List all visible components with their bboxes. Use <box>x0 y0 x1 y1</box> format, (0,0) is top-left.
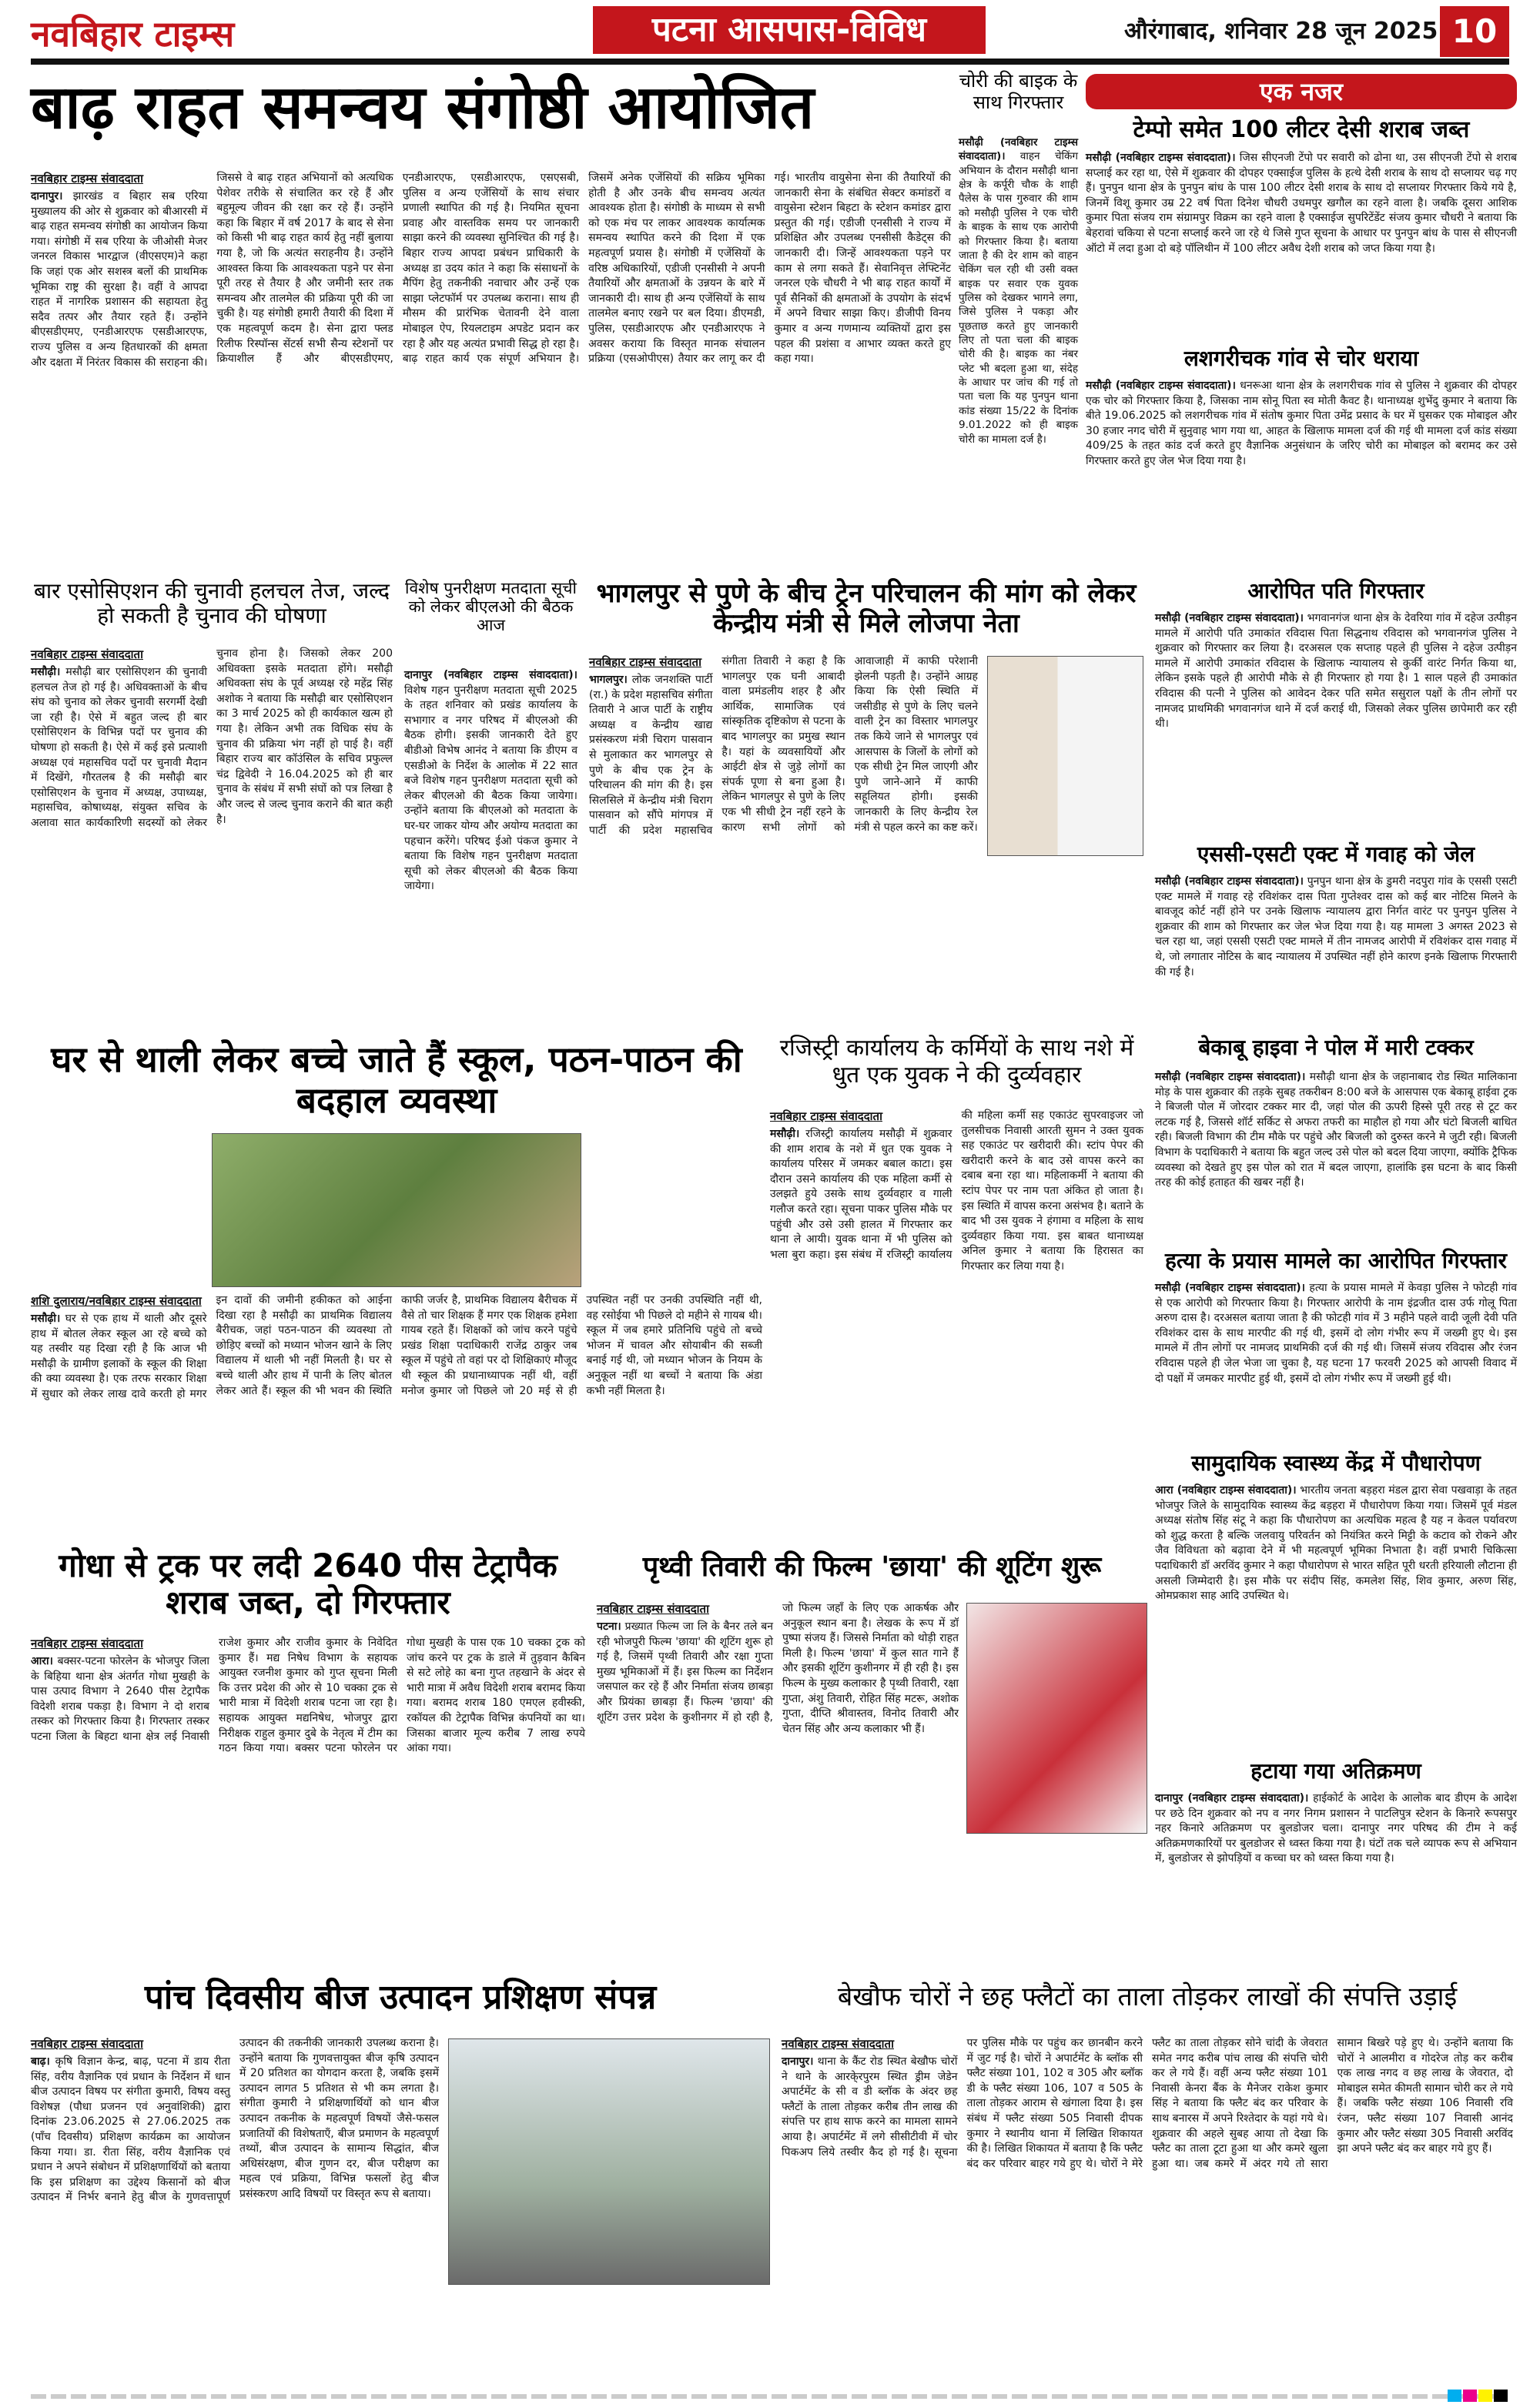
truck-article <box>31 1636 585 1757</box>
article-body: हत्या के प्रयास मामले में केवड़ा पुलिस ने फोटही गांव से एक आरोपी को गिरफ्तार किया है। गिरफ्तार आरोपी के नाम इंद्रजीत दास उर्फ गोलू पिता अरुण दास है। दरअसल बताया जाता है की फोटही गांव में 3 महीने पहले वादी जूली देवी पति रविशंकर दास के साथ मारपीट की गई थी, इसमें दो लोग गंभीर रूप में जख्मी हुए थे। इस मामले में तीन लोगों पर नामजद प्राथमिकी दर्ज की गई थी। जिसमें संजय रविदास और रंजन रविदास पहले ही जेल भेजा जा चुका है, यह घटना 17 फरवरी 2025 को आपसी विवाद में दो पक्षों में जमकर मारपीट हुई थी, इसमें दो लोग गंभीर रूप में जख्मी हुई थी। <box>1155 1282 1518 1385</box>
film-shooting-photo <box>966 1603 1147 1834</box>
atikraman-article <box>1155 1791 1517 1867</box>
article-dateline: दानापुर। <box>31 190 63 202</box>
truck-headline: गोधा से ट्रक पर लदी 2640 पीस टेट्रापैक शराब जब्त, दो गिरफ्तार <box>59 1547 557 1622</box>
article-body: प्रख्यात फिल्म जा लि के बैनर तले बन रही भोजपुरी फिल्म 'छाया' की शूटिंग शुरू हो गई है, जिसमें पृथ्वी तिवारी और रक्षा गुप्ता मुख्य भूमिकाओं में हैं। इस फिल्म का निर्देशन जसपाल कर रहे हैं और निर्माता संजय छाबड़ा और प्रियंका छाबड़ा हैं। फिल्म 'छाया' की शूटिंग उत्तर प्रदेश के कुशीनगर में हो रही है, जो फिल्म जहाँ के लिए एक आकर्षक और अनुकूल स्थान बना है। लेखक के रूप में डॉ पुष्पा संजय हैं। जिससे निर्माता को थोड़ी राहत मिली है। फिल्म 'छाया' में कुल सात गाने हैं और इसकी शूटिंग कुशीनगर में ही रही है। इस फिल्म के मुख्य कलाकार है पृथ्वी तिवारी, रक्षा गुप्ता, अंशु तिवारी, रोहित सिंह मटरू, अशोक गुप्ता, दीप्ति श्रीवास्तव, विनोद तिवारी और चेतन सिंह और अन्य कलाकार भी हैं। <box>597 1602 959 1735</box>
ek-nazar-banner: एक नजर <box>1086 74 1517 109</box>
beej-article <box>31 2036 439 2206</box>
article-dateline: बाढ़। <box>31 2055 50 2068</box>
article-body: धनरूआ थाना क्षेत्र के लशगरीचक गांव से पुलिस ने शुक्रवार की दोपहर एक चोर को गिरफ्तार किया है, जिसका नाम सोनू पिता स्व मोती कैवट है। थानाध्यक्ष शुभेंदु कुमार ने बताया कि बीते 19.06.2025 को लशगरीचक गांव में संतोष कुमार पिता उमेंद्र प्रसाद के घर में घुसकर एक मोबाइल और 30 हजार नगद चोरी में सुनुवाह भाग गया था, आहत के खिलाफ मामला दर्ज की गई थी मामला दर्ज कांड संख्या 409/25 के तहत कांड दर्ज करते हुए वैज्ञानिक अनुसंधान के जरिए चोरी का मोबाइल को बरामद कर उसे गिरफ्तार करते हुए जेल भेज दिया गया है। <box>1086 380 1518 467</box>
byline: नवबिहार टाइम्स संवाददाता <box>770 1109 882 1123</box>
article-dateline: मसौढ़ी। <box>770 1128 800 1140</box>
article-dateline: भागलपुर। <box>589 674 628 686</box>
minister-meeting-photo <box>987 656 1143 856</box>
article-dateline: आरा। <box>31 1655 53 1667</box>
flat-headline: बेखौफ चोरों ने छह फ्लैटों का ताला तोड़कर लाखों की संपत्ति उड़ाई <box>837 1982 1458 2012</box>
article-body: रजिस्ट्री कार्यालय मसौढ़ी में शुक्रवार की शाम शराब के नशे में धुत एक युवक ने कार्यालय परिसर में जमकर बबाल काटा। इस दौरान उसने कार्यालय की एक महिला कर्मी से उलझते हुये उसके साथ दुर्व्यवहार व गाली गलौज करते रहा। सूचना पाकर पुलिस मौके पर पहुंची और उसे उसी हालत में गिरफ्तार कर थाना ले आयी। युवक थाना में भी पुलिस को भला बुरा कहा। इस संबंध में रजिस्ट्री कार्यालय की महिला कर्मी सह एकाउंट सुपरवाइजर जो तुलसीचक निवासी आरती सुमन ने उक्त युवक सह एकाउंट पर खरीदारी की। स्टांप पेपर की खरीदारी करने के बाद उसे वापस करने का दबाब बना रहा था। महिलाकर्मी ने बताया की स्टांप पेपर पर नाम पता अंकित हो जाता है। इस स्थिति में वापस करना असंभव है। बताने के बाद भी उस युवक ने हंगामा व महिला के साथ दुर्व्यवहार किया गया. इस बाबत थानाध्यक्ष अनिल कुमार ने बताया कि हिरासत का गिरफ्तार कर लिया गया है। <box>770 1109 1143 1273</box>
article-dateline: मसौढ़ी (नवबिहार टाइम्स संवाददाता)। <box>1155 1071 1306 1083</box>
sir-headline: विशेष पुनरीक्षण मतदाता सूची को लेकर बीएलओ की बैठक आज <box>405 579 577 635</box>
registry-headline: रजिस्ट्री कार्यालय के कर्मियों के साथ नशे में धुत एक युवक ने की दुर्व्यवहार <box>779 1035 1134 1089</box>
article-body: घर से एक हाथ में थाली और दूसरे हाथ में बोतल लेकर स्कूल आ रहे बच्चे को यह तस्वीर यह दिखा रही है कि आज भी मसौढ़ी के ग्रामीण इलाकों के स्कूल की शिक्षा की क्या व्यवस्था है। एक तरफ सरकार शिक्षा में सुधार को लेकर लाख दावे करती हो मगर इन दावों की जमीनी हकीकत को आईना दिखा रहा है मसौढ़ी का प्राथमिक विद्यालय बैरीचक, जहां पठन-पाठन की व्यवस्था तो छोड़िए बच्चों को मध्यान भोजन खाने के लिए विद्यालय में थाली भी नहीं मिलती है। घर से बच्चे थाली और हाथ में पानी के लिए बोतल लेकर आते हैं। स्कूल की भी भवन की स्थिति काफी जर्जर है, प्राथमिक विद्यालय बैरीचक में वैसे तो चार शिक्षक हैं मगर एक शिक्षक हमेशा गायब रहते हैं। शिक्षकों को जांच करने पहुंचे प्रखंड शिक्षा पदाधिकारी राजेंद्र ठाकुर जब स्कूल में पहुंचे तो वहां पर दो शिक्षिकाएं मौजूद थी स्कूल की प्रधानाध्यापक नहीं थी, वहीं मनोज कुमार जो पिछले जो 20 मई से ही उपस्थित नहीं पर उनकी उपस्थिति नहीं थी, वह रसोईया भी पिछले दो महीने से गायब थी। स्कूल में जब हमारे प्रतिनिधि पहुंचे तो बच्चे भोजन में चावल और सोयाबीन की सब्जी बनाई गई थी, जो मध्यान भोजन के नियम के अनुकूल नहीं था बच्चों ने बताया कि अंडा कभी नहीं मिलता है। <box>31 1294 762 1400</box>
byline: नवबिहार टाइम्स संवाददाता <box>589 655 701 669</box>
cmyk-marks <box>1448 2390 1508 2402</box>
article-dateline: मसौढ़ी (नवबिहार टाइम्स संवाददाता)। <box>1086 380 1236 392</box>
header-rule <box>31 59 1509 65</box>
bar-article <box>31 647 393 831</box>
section-title: पटना आसपास-विविध <box>593 6 986 54</box>
byline: नवबिहार टाइम्स संवाददाता <box>31 2037 143 2051</box>
thali-article <box>31 1133 762 1403</box>
cyan-mark <box>1448 2390 1461 2402</box>
registry-article <box>770 1109 1143 1275</box>
flat-article <box>782 2036 1513 2172</box>
article-dateline: मसौढ़ी (नवबिहार टाइम्स संवाददाता)। <box>1086 152 1236 164</box>
masthead-logo: नवबिहार टाइम्स <box>31 13 235 55</box>
train-article <box>589 654 978 839</box>
bike-headline: चोरी की बाइक के साथ गिरफ्तार <box>959 70 1078 113</box>
haiwa-headline: बेकाबू हाइवा ने पोल में मारी टक्कर <box>1198 1035 1474 1060</box>
article-body: लोक जनशक्ति पार्टी (रा.) के प्रदेश महासचिव संगीता तिवारी ने आज पार्टी के राष्ट्रीय अध्यक्ष व केन्द्रीय खाद्य प्रसंस्करण मंत्री चिराग पासवान से मुलाकात कर भागलपुर से पुणे के बीच एक ट्रेन के परिचालन की मांग की है। इस सिलसिले में केन्द्रीय मंत्री चिराग पासवान को सौंपे मांगपत्र में पार्टी की प्रदेश महासचिव संगीता तिवारी ने कहा है कि भागलपुर एक घनी आबादी वाला प्रमंडलीय शहर है और आर्थिक, सामाजिक एवं सांस्कृतिक दृष्टिकोण से पटना के बाद भागलपुर का प्रमुख स्थान है। यहां के व्यवसायियों और आईटी क्षेत्र से जुड़े लोगों का संपर्क पूणा से बना हुआ है। लेकिन भागलपुर से पुणे के लिए एक भी सीधी ट्रेन नहीं रहने के कारण सभी लोगों को आवाजाही में काफी परेशानी झेलनी पड़ती है। उन्होंने आग्रह किया कि ऐसी स्थिति में जसीडीह से पुणे के लिए चलने वाली ट्रेन का विस्तार भागलपुर तक किये जाने से भागलपुर एवं आसपास के जिलों के लोगों को एक सीधी ट्रेन मिल जाएगी और पुणे जाने-आने में काफी सहूलियत होगी। इसकी जानकारी के लिए केन्द्रीय रेल मंत्री से पहल करने का कष्ट करें। <box>589 655 978 837</box>
article-body: पुनपुन थाना क्षेत्र के डुमरी नदपुरा गांव के एससी एसटी एक्ट मामले में गवाह रहे रविशंकर दास पिता गुप्तेश्वर दास को कई बार नोटिस मिलने के बावजूद कोर्ट नहीं होने पर उनके खिलाफ न्यायालय द्वारा निर्गत वारंट पर पुनपुन पुलिस ने शुक्रवार की शाम को गिरफ्तार कर जेल भेज दिया गया है। यह मामला 3 अगस्त 2023 से चल रहा था, जहां एससी एसटी एक्ट मामले में तीन नामजद आरोपी में रविशंकर दास गवाह में थे, जो लगातार नोटिस के बाद न्यायालय में उपस्थित नहीं होने कारण इनके खिलाफ गिरफ्तारी की गई है। <box>1155 875 1517 978</box>
pati-headline: आरोपित पति गिरफ्तार <box>1247 578 1424 604</box>
chor-article <box>1086 379 1517 470</box>
article-dateline: दानापुर (नवबिहार टाइम्स संवाददाता)। <box>404 669 578 681</box>
film-headline: पृथ्वी तिवारी की फिल्म 'छाया' की शूटिंग शुरू <box>642 1551 1102 1583</box>
article-body: भगवानगंज थाना क्षेत्र के देवरिया गांव में दहेज उत्पीड़न मामले में आरोपी पति उमाकांत रविदास पिता सिद्धनाथ रविदास को भगवानगंज पुलिस ने शुक्रवार को गिरफ्तार कर लिया है। दरअसल एक सप्ताह पहले ही पुलिस ने दहेज उत्पीड़न मामले में आरोपी उमाकांत रविदास के खिलाफ न्यायालय से कुर्की वारंट निर्गत किया था, लेकिन इसके पहले ही आरोपी मौके से ही गिरफ्तार हो गया है। 1 साल पहले ही उमाकांत रविदास की पत्नी ने पुलिस को आवेदन देकर पति समेत ससुराल पक्षों के तीन लोगों पर नामजद प्राथमिकी भगवानगंज थाने में दर्ज कराई थी, जिसको लेकर पुलिस छापेमारी कर रही थी। <box>1155 612 1518 731</box>
byline: नवबिहार टाइम्स संवाददाता <box>782 2037 894 2051</box>
thali-headline: घर से थाली लेकर बच्चे जाते हैं स्कूल, पठन-पाठन की बदहाल व्यवस्था <box>51 1038 742 1121</box>
scst-headline: एससी-एसटी एक्ट में गवाह को जेल <box>1197 841 1475 867</box>
haiwa-article <box>1155 1070 1517 1191</box>
article-dateline: मसौढ़ी। <box>31 666 61 678</box>
lead-article <box>31 171 951 370</box>
article-dateline: मसौढ़ी (नवबिहार टाइम्स संवाददाता)। <box>959 136 1078 163</box>
article-body: मसौढ़ी बार एसोसिएशन की चुनावी हलचल तेज हो गई है। अधिवक्ताओं के बीच संघ को चुनाव को लेकर चुनावी सरगर्मी देखी जा रही है। ऐसे में बहुत जल्द ही बार एसोसिएशन के विभिन्न पदों पर चुनाव की घोषणा हो सकती है। ऐसे में कई इसे प्रत्याशी अध्यक्ष एवं महासचिव पदों पर चुनावी मैदान में दिखेंगे, गौरतलब है की मसौढ़ी बार एसोसिएशन के चुनाव में अध्यक्ष, उपाध्यक्ष, महासचिव, कोषाध्यक्ष, संयुक्त सचिव के अलावा सात कार्यकारिणी सदस्यों को लेकर चुनाव होना है। जिसको लेकर 200 अधिवक्ता इसके मतदाता होंगे। मसौढ़ी अधिवक्ता संघ के पूर्व अध्यक्ष रहे महेंद्र सिंह अशोक ने बताया कि मसौढ़ी बार एसोसिएशन का 3 मार्च 2025 को ही कार्यकाल खत्म हो गया है। लेकिन अभी तक विधिक संघ के चुनाव की प्रक्रिया भंग नहीं हो पाई है। वहीं बिहार राज्य बार कॉउंसिल के सचिव प्रफुल्ल चंद्र द्विवेदी ने 16.04.2025 को ही बार चुनाव के संबंध में सभी संघों को पत्र लिखा है और जल्द से जल्द चुनाव कराने की बात कही है। <box>31 647 393 829</box>
swasthya-article <box>1155 1483 1517 1604</box>
byline: नवबिहार टाइम्स संवाददाता <box>31 172 143 186</box>
yellow-mark <box>1478 2390 1492 2402</box>
article-body: वाहन चेकिंग अभियान के दौरान मसौढ़ी थाना क्षेत्र के कर्पूरी चौक के शाही पैलेस के पास गुरुवार की शाम को मसौढ़ी पुलिस ने एक चोरी के बाइक के साथ एक आरोपी को गिरफ्तार किया है। बताया जाता है की देर शाम को वाहन चेकिंग चल रही थी उसी वक्त बाइक पर सवार एक युवक पुलिस को देखकर भागने लगा, जिसे पुलिस ने पकड़ा और पूछताछ करते हुए जानकारी लिए तो पता चला की बाइक चोरी की है। बाइक का नंबर प्लेट भी बदला हुआ था, संदेह के आधार पर जांच की गई तो पता चला कि यह पुनपुन थाना कांड संख्या 15/22 के दिनांक 9.01.2022 को ही बाइक चोरी का मामला दर्ज है। <box>959 150 1078 446</box>
article-dateline: मसौढ़ी (नवबिहार टाइम्स संवाददाता)। <box>1155 612 1304 624</box>
article-dateline: दानापुर। <box>782 2055 814 2068</box>
tempo-article <box>1086 151 1517 256</box>
training-photo <box>448 2038 770 2285</box>
sir-article <box>404 668 578 895</box>
article-dateline: मसौढ़ी (नवबिहार टाइम्स संवाददाता)। <box>1155 875 1304 888</box>
scst-article <box>1155 875 1517 980</box>
article-body: मसौढ़ी थाना क्षेत्र के जहानाबाद रोड स्थित मालिकाना मोड़ के पास शुक्रवार की तड़के सुबह तकरीबन 8:00 बजे के आसपास एक बेकाबू हाईवा ट्रक ने बिजली पोल में जोरदार टक्कर मार दी, जहां पोल की ऊपरी हिस्से पूरी तरह से टूट कर लटक गई है, जिससे शॉर्ट सर्किट से अफरा तफरी का माहौल हो गया और घंटो बिजली बाधित रही। बिजली विभाग की टीम मौके पर पहुंचे और बिजली को दुरुस्त करने मे जुटी रही। बिजली विभाग के पदाधिकारी ने बताया कि बहुत जल्द उसे पोल को बदल दिया जाएगा, क्योंकि ट्रैफिक व्यवस्था को देखते हुए इस पोल को रात में बदल जाएगा, हालांकि इस घटना के बाद किसी तरह की कोई हताहत की खबर नहीं है। <box>1155 1071 1517 1189</box>
hatya-article <box>1155 1281 1517 1386</box>
swasthya-headline: सामुदायिक स्वास्थ्य केंद्र में पौधारोपण <box>1191 1450 1481 1476</box>
article-body: कृषि विज्ञान केन्द्र, बाढ़, पटना में डाय रीता सिंह, वरीय वैज्ञानिक एवं प्रधान के निर्देशन में धान बीज उत्पादन विषय पर संगीता कुमारी, विषय वस्तु विशेषज्ञ (पौधा प्रजनन एवं अनुवांशिकी) द्वारा दिनांक 23.06.2025 से 27.06.2025 तक (पाँच दिवसीय) प्रशिक्षण कार्यक्रम का आयोजन किया गया। डा. रीता सिंह, वरीय वैज्ञानिक एवं प्रधान ने अपने संबोधन में प्रशिक्षणार्थियों को बताया कि इस प्रशिक्षण का उद्देश्य किसानों को बीज उत्पादन में निर्भर बनाने हेतु बीज के गुणवत्तापूर्ण उत्पादन की तकनीकी जानकारी उपलब्ध कराना है। उन्होंने बताया कि गुणवत्तायुक्त बीज कृषि उत्पादन में 20 प्रतिशत का योगदान करता है, जबकि इसमें उत्पादन लागत 5 प्रतिशत से भी कम लगता है। संगीता कुमारी ने प्रशिक्षणार्थियों को धान बीज उत्पादन तकनीक के महत्वपूर्ण विषयों जैसे-फसल प्रजातियों की विशेषताएँ, बीज प्रमाणन के महत्वपूर्ण तथ्यों, बीज उत्पादन के सामान्य सिद्धांत, बीज अधिसंरक्षण, बीज गुणन दर, बीज परीक्षण का महत्व एवं प्रक्रिया, विभिन्न फसलों हेतु बीज प्रसंस्करण आदि विषयों पर विस्तृत रूप से बताया। <box>31 2037 439 2204</box>
film-article <box>597 1601 959 1737</box>
registration-strip <box>31 2394 1509 2399</box>
beej-headline: पांच दिवसीय बीज उत्पादन प्रशिक्षण संपन्न <box>144 1978 657 2017</box>
black-mark <box>1494 2390 1508 2402</box>
school-children-photo <box>212 1133 581 1287</box>
issue-dateline: औरंगाबाद, शनिवार 28 जून 2025 <box>1124 18 1438 45</box>
atikraman-headline: हटाया गया अतिक्रमण <box>1250 1758 1421 1784</box>
article-body: बक्सर-पटना फोरलेन के भोजपुर जिला के बिहिया थाना क्षेत्र अंतर्गत गोधा मुखही के पास उत्पाद विभाग ने 2640 पीस टेट्रापैक विदेशी शराब पकड़ा है। विभाग ने दो शराब तस्कर को गिरफ्तार किया है। गिरफ्तार तस्कर पटना जिला के बिहटा थाना क्षेत्र लई निवासी राजेश कुमार और राजीव कुमार के निवेदित कुमार हैं। मद्य निषेध विभाग के सहायक आयुक्त रजनीश कुमार को गुप्त सूचना मिली कि उत्तर प्रदेश की ओर से 10 चक्का ट्रक से भारी मात्रा में विदेशी शराब पटना जा रहा है। सहायक आयुक्त मद्यनिषेध, भोजपुर द्वारा निरीक्षक राहुल कुमार दुबे के नेतृत्व में टीम का गठन किया गया। बक्सर पटना फोरलेन पर गोधा मुखही के पास एक 10 चक्का ट्रक को जांच करने पर ट्रक के डाले में तुड़वान कैबिन से सटे लोहे का बना गुप्त तहखाने के अंदर से भारी मात्रा में अवैध विदेशी शराब बरामद किया गया। बरामद शराब 180 एमएल हवीस्की, रकॉयल की टेट्रापैक विभिन्न कंपनियों का था। जिसका बाजार मूल्य करीब 7 लाख रुपये आंका गया। <box>31 1637 585 1755</box>
tempo-headline: टेम्पो समेत 100 लीटर देसी शराब जब्त <box>1133 116 1470 143</box>
article-dateline: आरा (नवबिहार टाइम्स संवाददाता)। <box>1155 1484 1297 1497</box>
byline: शशि दुलाराय/नवबिहार टाइम्स संवाददाता <box>31 1294 202 1308</box>
article-dateline: मसौढ़ी। <box>31 1313 61 1325</box>
bike-article <box>959 135 1078 446</box>
byline: नवबिहार टाइम्स संवाददाता <box>597 1602 709 1616</box>
lead-headline: बाढ़ राहत समन्वय संगोष्ठी आयोजित <box>31 73 815 142</box>
article-body: जिस सीएनजी टेंपो पर सवारी को ढोना था, उस सीएनजी टेंपो से शराब सप्लाई कर रहा था, ऐसे में शुक्रवार की दोपहर एक्साईज पुलिस के हत्थे देसी शराब के साथ दो सप्लायर चढ़ गए हैं। पुनपुन थाना क्षेत्र के पुनपुन बांध के पास 100 लीटर देसी शराब के साथ दो सप्लायर गिरफ्तार किये गये है, जिनमें विशू कुमार उम्र 22 वर्ष पिता दिनेश चौधरी उधमपुर खगौल का रहने वाला है। जबकि दूसरा आशिक कुमार पिता संजय राम संग्रामपुर विक्रम का रहने वाला है एक्साईज सुपरिटेंडेंट संजय कुमार चौधरी ने बताया कि बेहरावां चकिया से पटना सप्लाई करने जा रहे थे जिसे गुप्त सूचना के आधार पर पुनपुन बांध के पास से सीएनजी ऑटो में लदा हुआ दो बड़े पॉलिथीन में 100 लीटर अवैध देशी शराब को जप्त किया गया है। <box>1086 152 1517 255</box>
page-number: 10 <box>1440 6 1509 57</box>
train-headline: भागलपुर से पुणे के बीच ट्रेन परिचालन की मांग को लेकर केन्द्रीय मंत्री से मिले लोजपा नेता <box>596 578 1137 640</box>
article-body: भारतीय जनता बड़हरा मंडल द्वारा सेवा पखवाड़ा के तहत भोजपुर जिले के सामुदायिक स्वास्थ्य केंद्र बड़हरा में पौधारोपण किया गया। जिसमें पूर्व मंडल अध्यक्ष संतोष सिंह संटू ने कहा कि पौधारोपण का अत्यधिक महत्व है यह न केवल पर्यावरण को शुद्ध करता है बल्कि जलवायु परिवर्तन को नियंत्रित करने मिट्टी के कटाव को रोकने और जैव विविधता को बढ़ावा देने में भी महत्वपूर्ण भूमिका निभाता है। वहीं प्रभारी चिकित्सा पदाधिकारी डॉ अरविंद कुमार ने कहा पौधारोपण से भारत सहित पूरी धरती हरियाली लौटाना ही असली जिम्मेदारी है। इस मौके पर संदीप सिंह, कमलेश सिंह, शिव कुमार, अरुण सिंह, ओमप्रकाश साह आदि उपस्थित थे। <box>1155 1484 1518 1603</box>
article-dateline: मसौढ़ी (नवबिहार टाइम्स संवाददाता)। <box>1155 1282 1305 1294</box>
article-body: विशेष गहन पुनरीक्षण मतदाता सूची 2025 के तहत शनिवार को प्रखंड कार्यालय के सभागार व नगर परिषद में बीएलओ की बैठक होगी। इसकी जानकारी देते हुए बीडीओ विभेष आनंद ने बताया कि डीएम व एसडीओ के निर्देश के आलोक में 22 सात बजे विशेष गहन पुनरीक्षण मतदाता सूची को लेकर बीएलओ की बैठक किया जायेगा। उन्होंने बताया कि बीएलओ को मतदाता के घर-घर जाकर योग्य और अयोग्य मतदाता का पहचान करेंगे। परिषद ईओ पंकज कुमार ने बताया कि विशेष गहन पुनरीक्षण मतदाता सूची को लेकर बीएलओ की बैठक किया जायेगा। <box>404 684 578 893</box>
article-body: हाईकोर्ट के आदेश के आलोक बाद डीएम के आदेश पर छठे दिन शुक्रवार को नप व नगर निगम प्रशासन ने पाटलिपुत्र स्टेशन के किनारे रूपसपुर नहर किनारे अतिक्रमण पर बुलडोजर चला। दानापुर नगर परिषद की टीम ने कई अतिक्रमणकारियों पर बुलडोजर से ध्वस्त किया गया है। घंटों तक चले व्यापक रूप से अभियान में, बुलडोजर से झोपड़ियों व कच्चा घर को ध्वस्त किया गया है। <box>1155 1792 1517 1865</box>
magenta-mark <box>1463 2390 1477 2402</box>
byline: नवबिहार टाइम्स संवाददाता <box>31 1637 143 1650</box>
byline: नवबिहार टाइम्स संवाददाता <box>31 647 143 661</box>
article-dateline: दानापुर (नवबिहार टाइम्स संवाददाता)। <box>1155 1792 1309 1804</box>
article-dateline: पटना। <box>597 1620 621 1633</box>
article-body: थाना के कैंट रोड स्थित बेखौफ चोरों ने थाने के आरके्रपुरम स्थित ड्रीम जेडेन अपार्टमेंट के सी व डी ब्लॉक के अंदर छह फ्लैटों के ताला तोड़कर करीब तीन लाख की संपत्ति पर हाथ साफ करने का मामला सामने आया है। अपार्टमेंट में लगे सीसीटीवी में चोर पिकअप लिये तस्वीर कैद हो गई है। सूचना पर पुलिस मौके पर पहुंच कर छानबीन करने में जुट गई है। चोरों ने अपार्टमेंट के ब्लॉक सी फ्लैट संख्या 101, 102 व 305 और ब्लॉक डी के फ्लैट संख्या 106, 107 व 505 के ताला तोड़कर आराम से खंगाला दिया है। इस संबंध में फ्लैट संख्या 505 निवासी दीपक कुमार ने स्थानीय थाना में लिखित शिकायत की है। लिखित शिकायत में बताया है कि फ्लैट बंद कर परिवार बाहर गये हुए थे। चोरों ने मेरे फ्लैट का ताला तोड़कर सोने चांदी के जेवरात समेत नगद करीब पांच लाख की संपत्ति चोरी कर ले गये हैं। वहीं अन्य फ्लैट संख्या 101 निवासी केनरा बैंक के मैनेजर राकेश कुमार सिंह ने बताया कि फ्लैट बंद कर परिवार के साथ बनारस में अपने रिश्तेदार के यहां गये थे। शुक्रवार की अहले सुबह आया तो देखा कि फ्लैट का ताला टूटा हुआ था और कमरे खुला हुआ था। जब कमरे में अंदर गये तो सारा सामान बिखरे पड़े हुए थे। उन्होंने बताया कि चोरों ने आलमीरा व गोदरेज तोड़ कर करीब एक लाख नगद व छह लाख के जेवरात, दो मोबाइल समेत कीमती सामान चोरी कर ले गये हैं। जबकि फ्लैट संख्या 106 निवासी रवि रंजन, फ्लैट संख्या 107 निवासी आनंद कुमार और फ्लैट संख्या 305 निवासी अरविंद झा अपने फ्लैट बंद कर बाहर गये हुए हैं। <box>782 2037 1513 2170</box>
bar-headline: बार एसोसिएशन की चुनावी हलचल तेज, जल्द हो सकती है चुनाव की घोषणा <box>33 578 390 629</box>
hatya-headline: हत्या के प्रयास मामले का आरोपित गिरफ्तार <box>1165 1248 1507 1273</box>
chor-headline: लशगरीचक गांव से चोर धराया <box>1183 346 1419 371</box>
pati-article <box>1155 611 1517 732</box>
article-body: झारखंड व बिहार सब एरिया मुख्यालय की ओर से शुक्रवार को बीआरसी में बाढ़ राहत समन्वय संगोष्ठी का आयोजन किया गया। संगोष्ठी में सब एरिया के जीओसी मेजर जनरल विकास भारद्वाज (वीएसएम)ने कहा कि जहां एक ओर सशस्त्र बलों की प्राथमिक भूमिका राष्ट्र की सुरक्षा है। वहीं वे आपदा राहत में नागरिक प्रशासन की सहायता हेतु सदैव तत्पर और तैयार रहते हैं। उन्होंने बीएसडीएमए, एनडीआरएफ एसडीआरएफ, राज्य पुलिस व अन्य हितधारकों की क्षमता और दक्षता में निरंतर विकास की सराहना की। जिससे वे बाढ़ राहत अभियानों को अत्यधिक पेशेवर तरीके से संचालित कर रहे हैं और बहुमूल्य जीवन की रक्षा कर रहे हैं। उन्होंने कहा कि बिहार में वर्ष 2017 के बाद से सेना को किसी भी बाढ़ राहत कार्य हेतु नहीं बुलाया गया है, जो कि अत्यंत सराहनीय है। उन्होंने आश्वस्त किया कि आवश्यकता पड़ने पर सेना पूरी तरह से तैयार है और जमीनी स्तर तक समन्वय और तालमेल की प्रक्रिया पूरी की जा चुकी है। यह संगोष्ठी हमारी तैयारी की दिशा में एक महत्वपूर्ण कदम है। सेना द्वारा फ्लड रिलीफ रिस्पॉन्स सेंटर्स सभी सैन्य स्टेशनों पर क्रियाशील हैं और बीएसडीएमए, एनडीआरएफ, एसडीआरएफ, एसएसबी, पुलिस व अन्य एजेंसियों के साथ संचार प्रणाली स्थापित की गई है। नियमित सूचना प्रवाह और वास्तविक समय पर जानकारी साझा करने की व्यवस्था सुनिश्चित की गई है। बिहार राज्य आपदा प्रबंधन प्राधिकारी के अध्यक्ष डा उदय कांत ने कहा कि संसाधनों के मैपिंग हेतु तकनीकी नवाचार और उन्हें एक साझा प्लेटफॉर्म पर उपलब्ध कराना। साथ ही मौसम की प्रारंभिक चेतावनी देने वाला मोबाइल ऐप, रियलटाइम अपडेट प्रदान कर रहा है और यह अत्यंत प्रभावी सिद्ध हो रहा है। बाढ़ राहत कार्य एक संपूर्ण अभियान है। जिसमें अनेक एजेंसियों की सक्रिय भूमिका होती है और उनके बीच समन्वय अत्यंत आवश्यक होता है। संगोष्ठी के माध्यम से सभी को एक मंच पर लाकर आवश्यक कार्यात्मक समन्वय स्थापित करने की दिशा में एक महत्वपूर्ण प्रयास है। संगोष्ठी में एजेंसियों के वरिष्ठ अधिकारियों, एडीजी एनसीसी ने अपनी तैयारियों और क्षमताओं के उन्नयन के बारे में जानकारी दी। साथ ही अन्य एजेंसियों के साथ तालमेल बनाए रखने पर बल दिया। डीएमडी, पुलिस, एसडीआरएफ और एनडीआरएफ ने अवसर कराया कि विस्तृत मानक संचालन प्रक्रिया (एसओपीएस) तैयार कर लागू कर दी गई। भारतीय वायुसेना सेना की तैयारियों की जानकारी सेना के संबंधित सेक्टर कमांडरों व वायुसेना स्टेशन बिहटा के स्टेशन कमांडर द्वारा प्रस्तुत की गई। एडीजी एनसीसी ने राज्य में प्रशिक्षित और उपलब्ध एनसीसी कैडेट्स की जानकारी दी। जिन्हें आवश्यकता पड़ने पर काम से लगा सकते हैं। सेवानिवृत्त लेफ्टिनेंट जनरल एके चौधरी ने भी बाढ़ राहत कार्यों में पूर्व सैनिकों की क्षमताओं के उपयोग के संदर्भ में अपने विचार साझा किए। डीजीपी विनय कुमार व अन्य गणमान्य व्यक्तियों द्वारा इस पहल की प्रशंसा व आभार व्यक्त करते हुए कहा गया। <box>31 172 951 369</box>
